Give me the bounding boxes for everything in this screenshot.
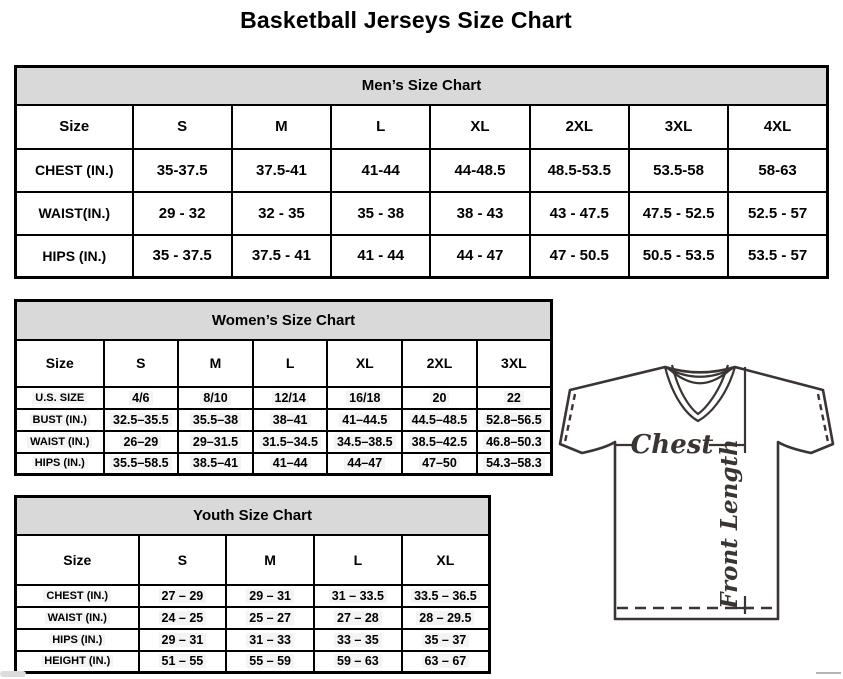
size-value-cell: 38 - 43	[430, 192, 529, 235]
table-row	[16, 387, 552, 409]
column-header: M	[226, 535, 314, 585]
column-header: Size	[16, 340, 104, 387]
horizontal-scrollbar-thumb[interactable]	[0, 671, 26, 677]
scrollbar-track-fragment	[816, 672, 841, 674]
column-header: M	[232, 105, 331, 149]
row-label: WAIST (IN.)	[16, 607, 139, 629]
size-value-cell: 16/18	[327, 387, 402, 409]
size-value-cell: 58-63	[728, 149, 827, 192]
size-value-cell: 41 - 44	[331, 235, 430, 278]
size-value-cell: 31 – 33.5	[314, 585, 402, 607]
womens-size-table	[14, 299, 553, 476]
size-value-cell: 44-48.5	[430, 149, 529, 192]
row-label: CHEST (IN.)	[16, 585, 139, 607]
table-row	[16, 192, 828, 235]
table-title-band	[16, 301, 552, 340]
size-value-cell: 26–29	[104, 431, 179, 453]
table-row	[16, 431, 552, 453]
column-header: L	[331, 105, 430, 149]
size-value-cell: 31 – 33	[226, 629, 314, 651]
table-title-band	[16, 497, 490, 535]
size-value-cell: 53.5-58	[629, 149, 728, 192]
size-value-cell: 29–31.5	[178, 431, 253, 453]
size-value-cell: 31.5–34.5	[253, 431, 328, 453]
column-header: Size	[16, 535, 139, 585]
size-value-cell: 27 – 29	[139, 585, 227, 607]
size-value-cell: 59 – 63	[314, 651, 402, 673]
size-value-cell: 27 – 28	[314, 607, 402, 629]
jersey-measurement-diagram	[558, 358, 838, 622]
size-value-cell: 63 – 67	[402, 651, 490, 673]
size-value-cell: 38–41	[253, 409, 328, 431]
column-header: M	[178, 340, 253, 387]
column-header: 4XL	[728, 105, 827, 149]
size-value-cell: 44.5–48.5	[402, 409, 477, 431]
size-value-cell: 8/10	[178, 387, 253, 409]
size-value-cell: 41–44.5	[327, 409, 402, 431]
size-value-cell: 38.5–41	[178, 453, 253, 475]
row-label: WAIST (IN.)	[16, 431, 104, 453]
youth-size-table	[14, 495, 491, 674]
table-title: Youth Size Chart	[16, 497, 490, 535]
table-row	[16, 629, 490, 651]
size-value-cell: 48.5-53.5	[530, 149, 629, 192]
row-label: BUST (IN.)	[16, 409, 104, 431]
column-header: 3XL	[477, 340, 552, 387]
row-label: U.S. SIZE	[16, 387, 104, 409]
size-value-cell: 54.3–58.3	[477, 453, 552, 475]
table-title: Women’s Size Chart	[16, 301, 552, 340]
row-label: HIPS (IN.)	[16, 453, 104, 475]
size-value-cell: 52.8–56.5	[477, 409, 552, 431]
size-value-cell: 35.5–58.5	[104, 453, 179, 475]
table-row	[16, 585, 490, 607]
size-value-cell: 38.5–42.5	[402, 431, 477, 453]
row-label: CHEST (IN.)	[16, 149, 133, 192]
size-value-cell: 24 – 25	[139, 607, 227, 629]
row-label: HIPS (IN.)	[16, 235, 133, 278]
size-value-cell: 29 – 31	[226, 585, 314, 607]
size-value-cell: 25 – 27	[226, 607, 314, 629]
column-header: S	[104, 340, 179, 387]
table-row	[16, 651, 490, 673]
column-header: L	[314, 535, 402, 585]
size-value-cell: 43 - 47.5	[530, 192, 629, 235]
table-row	[16, 235, 828, 278]
mens-size-table	[14, 65, 829, 279]
column-header: 3XL	[629, 105, 728, 149]
size-value-cell: 22	[477, 387, 552, 409]
size-value-cell: 33.5 – 36.5	[402, 585, 490, 607]
column-header: XL	[402, 535, 490, 585]
size-value-cell: 52.5 - 57	[728, 192, 827, 235]
jersey-outline	[560, 367, 833, 619]
column-header: S	[139, 535, 227, 585]
column-header: XL	[327, 340, 402, 387]
table-title: Men’s Size Chart	[16, 67, 828, 105]
row-label: WAIST(IN.)	[16, 192, 133, 235]
front-length-label: Front Length	[716, 439, 743, 609]
size-value-cell: 35 - 38	[331, 192, 430, 235]
size-value-cell: 47 - 50.5	[530, 235, 629, 278]
size-value-cell: 35 – 37	[402, 629, 490, 651]
table-title-band	[16, 67, 828, 105]
table-row	[16, 409, 552, 431]
size-value-cell: 47.5 - 52.5	[629, 192, 728, 235]
size-value-cell: 41-44	[331, 149, 430, 192]
column-header: Size	[16, 105, 133, 149]
column-header: 2XL	[530, 105, 629, 149]
column-header: S	[133, 105, 232, 149]
row-label: HIPS (IN.)	[16, 629, 139, 651]
column-header-row	[16, 535, 490, 585]
size-value-cell: 34.5–38.5	[327, 431, 402, 453]
page-title: Basketball Jerseys Size Chart	[240, 7, 572, 33]
chest-label: Chest	[630, 430, 714, 460]
size-value-cell: 35-37.5	[133, 149, 232, 192]
table-row	[16, 607, 490, 629]
size-value-cell: 35.5–38	[178, 409, 253, 431]
size-value-cell: 44 - 47	[430, 235, 529, 278]
column-header-row	[16, 340, 552, 387]
size-value-cell: 46.8–50.3	[477, 431, 552, 453]
table-row	[16, 453, 552, 475]
size-value-cell: 29 - 32	[133, 192, 232, 235]
size-value-cell: 12/14	[253, 387, 328, 409]
size-value-cell: 41–44	[253, 453, 328, 475]
size-value-cell: 37.5 - 41	[232, 235, 331, 278]
size-value-cell: 4/6	[104, 387, 179, 409]
size-value-cell: 32.5–35.5	[104, 409, 179, 431]
size-value-cell: 51 – 55	[139, 651, 227, 673]
row-label: HEIGHT (IN.)	[16, 651, 139, 673]
column-header-row	[16, 105, 828, 149]
size-value-cell: 37.5-41	[232, 149, 331, 192]
size-value-cell: 44–47	[327, 453, 402, 475]
size-value-cell: 47–50	[402, 453, 477, 475]
column-header: L	[253, 340, 328, 387]
size-value-cell: 33 – 35	[314, 629, 402, 651]
size-value-cell: 55 – 59	[226, 651, 314, 673]
size-value-cell: 35 - 37.5	[133, 235, 232, 278]
size-value-cell: 50.5 - 53.5	[629, 235, 728, 278]
size-value-cell: 29 – 31	[139, 629, 227, 651]
size-value-cell: 28 – 29.5	[402, 607, 490, 629]
size-value-cell: 53.5 - 57	[728, 235, 827, 278]
column-header: XL	[430, 105, 529, 149]
size-value-cell: 32 - 35	[232, 192, 331, 235]
size-value-cell: 20	[402, 387, 477, 409]
column-header: 2XL	[402, 340, 477, 387]
table-row	[16, 149, 828, 192]
